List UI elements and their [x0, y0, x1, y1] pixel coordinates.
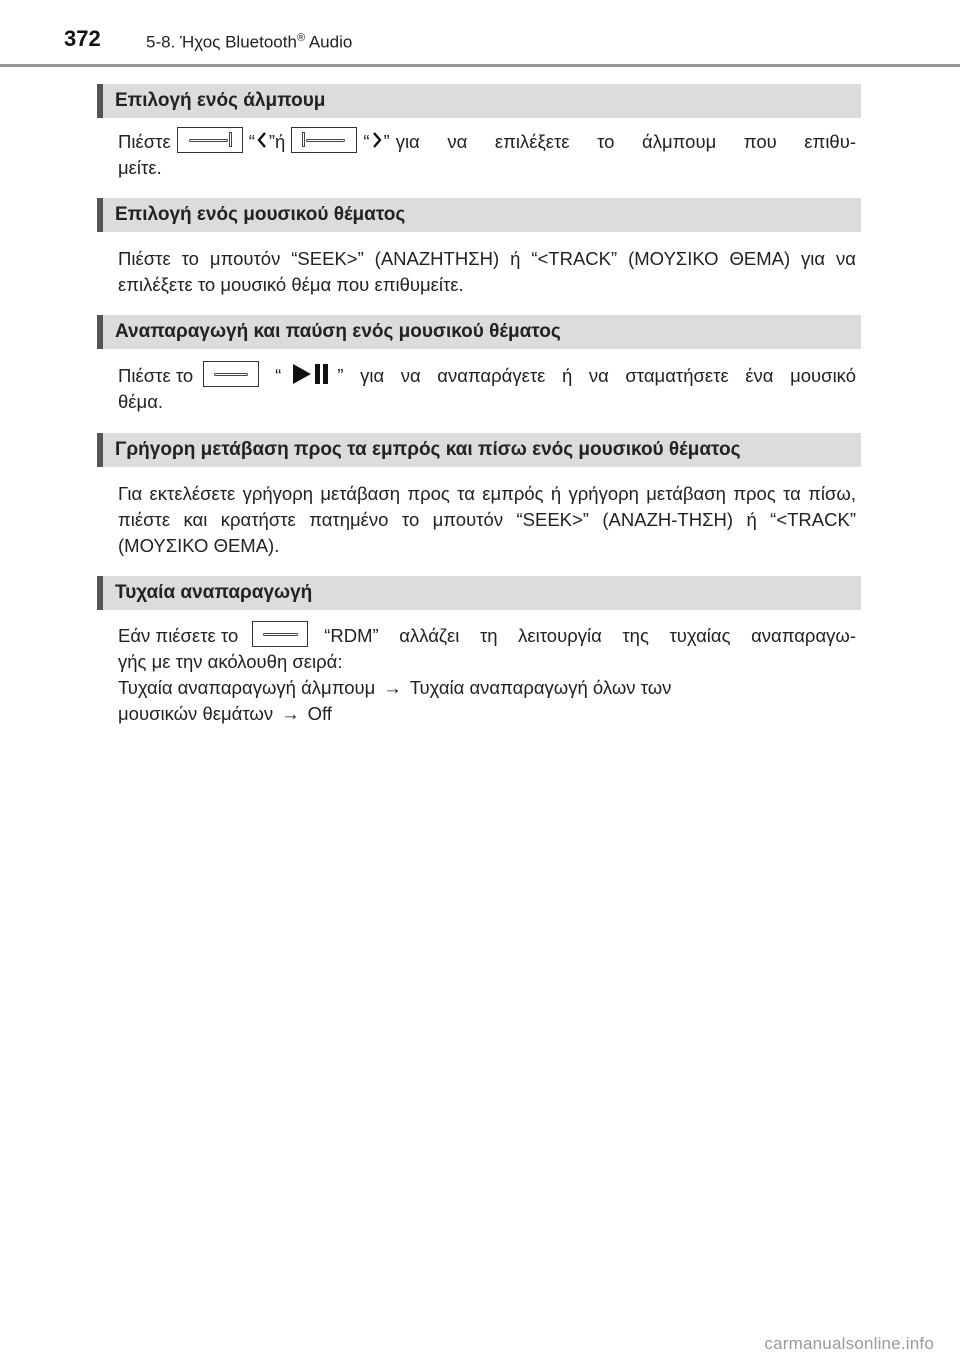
- sequence-step: Τυχαία αναπαραγωγή όλων των: [409, 677, 672, 698]
- sequence-step: μουσικών θεμάτων: [118, 703, 274, 724]
- section-body-random: [118, 623, 856, 727]
- text-line2: μείτε.: [118, 157, 162, 178]
- section-heading-random: [97, 576, 861, 610]
- page-header: [0, 0, 960, 68]
- section-body-album: [118, 129, 856, 181]
- quote-close: ”: [268, 131, 276, 152]
- arrow-right-icon: →: [281, 703, 300, 724]
- quote-close: ”: [383, 131, 390, 152]
- footer-watermark: carmanualsonline.info: [764, 1334, 934, 1353]
- text-before: Εάν πιέσετε το: [118, 625, 239, 646]
- text-before: Πιέστε το: [118, 365, 194, 386]
- section-title: Αναπαραγωγή και παύση ενός μουσικού θέματος: [115, 321, 561, 342]
- random-sequence-line1: [118, 675, 856, 701]
- text-after: για να επιλέξετε το άλμπουμ που επιθυ-: [395, 131, 856, 152]
- chapter-title: [146, 32, 352, 53]
- text-before: Πιέστε: [118, 131, 171, 152]
- chevron-left-icon: [255, 131, 269, 149]
- section-heading-track: [97, 198, 861, 232]
- sequence-step: Off: [307, 703, 332, 724]
- chapter-title-text: 5-8. Ήχος Bluetooth: [146, 32, 297, 52]
- section-body-fast-seek: Για εκτελέσετε γρήγορη μετάβαση προς τα εμπρός ή γρήγορη μετάβαση προς τα πίσω, πιέστε και κρατήστε πατημένο το μπουτόν “SEEK>” (ΑΝΑΖΗ-ΤΗΣΗ) ή “<TRACK” (ΜΟΥΣΙΚΟ ΘΕΜΑ).: [118, 483, 856, 556]
- section-title: Γρήγορη μετάβαση προς τα εμπρός και πίσω ενός μουσικού θέματος: [115, 439, 741, 460]
- header-rule: [0, 64, 960, 67]
- quote-open: “: [248, 131, 255, 152]
- section-heading-play-pause: [97, 315, 861, 349]
- text-or: ή: [275, 131, 286, 152]
- section-body-play-pause: [118, 363, 856, 415]
- text-after: ” για να αναπαράγετε ή να σταματήσετε ένα μουσικό: [337, 365, 856, 386]
- prev-button-image: [177, 127, 243, 153]
- arrow-right-icon: →: [383, 677, 402, 698]
- quote-open: “: [275, 365, 282, 386]
- text-line2: θέμα.: [118, 391, 164, 412]
- section-heading-fast-seek: [97, 433, 861, 467]
- rdm-button-image: [252, 621, 308, 647]
- text-line2: γής με την ακόλουθη σειρά:: [118, 651, 343, 672]
- section-title: Τυχαία αναπαραγωγή: [115, 582, 313, 603]
- sequence-step: Τυχαία αναπαραγωγή άλμπουμ: [118, 677, 376, 698]
- text-after: “RDM” αλλάζει τη λειτουργία της τυχαίας αναπαραγω-: [324, 625, 856, 646]
- section-title: Επιλογή ενός μουσικού θέματος: [115, 204, 406, 225]
- page-number: 372: [64, 26, 101, 51]
- next-button-image: [291, 127, 357, 153]
- section-title: Επιλογή ενός άλμπουμ: [115, 90, 326, 111]
- quote-open: “: [363, 131, 370, 152]
- section-heading-album: [97, 84, 861, 118]
- play-pause-button-image: [203, 361, 259, 387]
- chevron-right-icon: [370, 131, 384, 149]
- section-body-track: Πιέστε το μπουτόν “SEEK>” (ΑΝΑΖΗΤΗΣΗ) ή “<TRACK” (ΜΟΥΣΙΚΟ ΘΕΜΑ) για να επιλέξετε το μουσικό θέμα που επιθυμείτε.: [118, 248, 856, 295]
- play-pause-icon: [287, 362, 331, 386]
- random-sequence-line2: [118, 701, 856, 727]
- chapter-title-suffix: Audio: [305, 32, 353, 52]
- registered-mark: ®: [296, 32, 306, 44]
